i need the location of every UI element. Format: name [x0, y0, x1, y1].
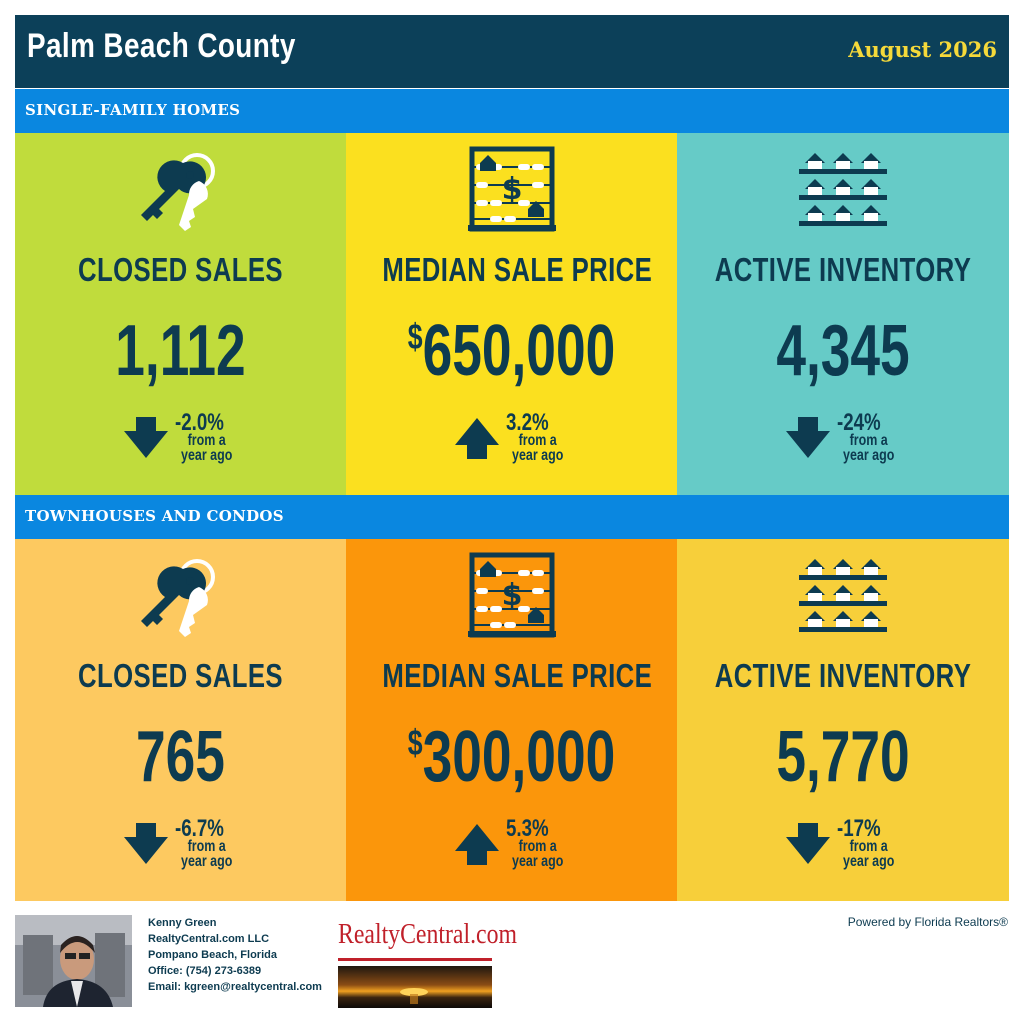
houses-icon [795, 547, 891, 648]
logo-divider [338, 958, 492, 961]
change-note-line: from a [518, 838, 557, 855]
change-percent: -2.0% [175, 409, 224, 436]
change-note [843, 839, 894, 869]
section-title: SINGLE-FAMILY HOMES [25, 101, 241, 119]
metric-label: CLOSED SALES [78, 251, 283, 288]
change-note-line: year ago [512, 853, 564, 870]
currency-symbol: $ [407, 316, 423, 357]
section-band-townhouses [15, 495, 1009, 539]
panel-median-price-th [346, 539, 677, 901]
year-over-year-change [123, 411, 253, 471]
realtycentral-logo[interactable] [338, 918, 517, 1008]
sunset-image [338, 966, 492, 1008]
change-note-line: from a [849, 838, 888, 855]
change-note [512, 433, 563, 463]
logo-text: RealtyCentral.com [338, 918, 517, 950]
metric-label: CLOSED SALES [78, 657, 283, 694]
keys-icon [133, 547, 229, 648]
arrow-down-icon [123, 823, 169, 870]
metric-label: MEDIAN SALE PRICE [382, 657, 653, 694]
abacus-icon [464, 141, 560, 242]
change-note-line: year ago [181, 853, 233, 870]
county-title: Palm Beach County [27, 27, 296, 65]
change-note-line: year ago [843, 447, 895, 464]
metric-label: ACTIVE INVENTORY [714, 251, 972, 288]
metric-label: MEDIAN SALE PRICE [382, 251, 653, 288]
powered-by[interactable]: Powered by Florida Realtors® [847, 915, 1008, 929]
change-note-line: from a [187, 838, 226, 855]
metric-number: 5,770 [776, 717, 910, 797]
metric-value [720, 717, 966, 797]
svg-text:$: $ [501, 578, 522, 613]
houses-icon [795, 141, 891, 242]
change-percent: -6.7% [175, 815, 224, 842]
year-over-year-change [454, 411, 584, 471]
agent-company: RealtyCentral.com LLC [148, 933, 270, 945]
change-note [843, 433, 894, 463]
metric-number: 300,000 [422, 717, 616, 797]
metric-value [58, 311, 303, 391]
abacus-icon [464, 547, 560, 648]
panel-median-price-sf [346, 133, 677, 495]
header-bar [15, 15, 1009, 88]
change-note-line: from a [187, 432, 226, 449]
change-percent: -24% [837, 409, 881, 436]
year-over-year-change [785, 817, 915, 877]
agent-email[interactable]: Email: kgreen@realtycentral.com [148, 981, 322, 993]
arrow-up-icon [454, 417, 500, 464]
change-note-line: year ago [181, 447, 233, 464]
arrow-up-icon [454, 823, 500, 870]
change-note [512, 839, 563, 869]
agent-office-phone[interactable]: Office: (754) 273-6389 [148, 965, 262, 977]
metric-value [720, 311, 966, 391]
metric-number: 765 [136, 717, 225, 797]
svg-text:$: $ [501, 172, 522, 207]
change-note [181, 839, 232, 869]
currency-symbol: $ [407, 722, 423, 763]
section-title: TOWNHOUSES AND CONDOS [25, 507, 284, 525]
arrow-down-icon [785, 823, 831, 870]
arrow-down-icon [785, 417, 831, 464]
panel-inventory-th [677, 539, 1009, 901]
metric-value [58, 717, 303, 797]
agent-city: Pompano Beach, Florida [148, 949, 277, 961]
panel-closed-sales-sf [15, 133, 346, 495]
arrow-down-icon [123, 417, 169, 464]
year-over-year-change [454, 817, 584, 877]
metric-label: ACTIVE INVENTORY [714, 657, 972, 694]
panel-inventory-sf [677, 133, 1009, 495]
metric-number: 650,000 [422, 311, 616, 391]
agent-photo [15, 915, 132, 1007]
agent-name: Kenny Green [148, 917, 217, 929]
section-band-single-family [15, 89, 1009, 133]
metric-value [389, 311, 634, 391]
agent-info [148, 915, 322, 995]
year-over-year-change [785, 411, 915, 471]
keys-icon [133, 141, 229, 242]
metric-number: 4,345 [776, 311, 910, 391]
panel-closed-sales-th [15, 539, 346, 901]
change-note-line: from a [849, 432, 888, 449]
change-note-line: year ago [843, 853, 895, 870]
change-note-line: year ago [512, 447, 564, 464]
change-percent: 3.2% [506, 409, 549, 436]
change-percent: 5.3% [506, 815, 549, 842]
metric-value [389, 717, 634, 797]
change-percent: -17% [837, 815, 881, 842]
report-month: August 2026 [848, 37, 997, 62]
metric-number: 1,112 [115, 311, 246, 391]
year-over-year-change [123, 817, 253, 877]
change-note [181, 433, 232, 463]
change-note-line: from a [518, 432, 557, 449]
